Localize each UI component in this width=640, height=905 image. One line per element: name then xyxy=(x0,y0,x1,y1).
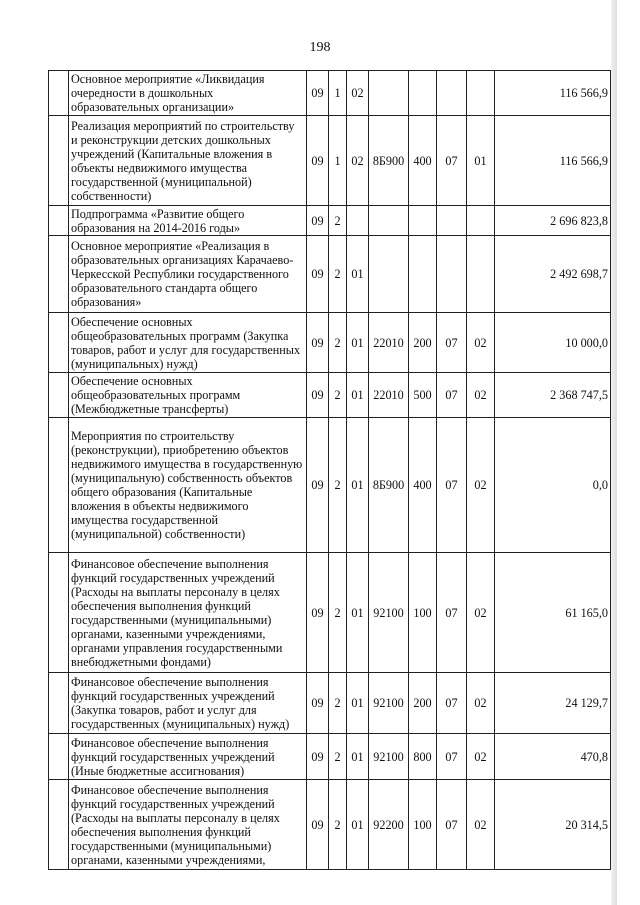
code-ministry: 09 xyxy=(307,734,329,780)
table-row xyxy=(49,71,611,116)
table-row xyxy=(49,734,611,780)
code-direction: 22010 xyxy=(369,313,409,373)
code-expense-type: 200 xyxy=(409,673,437,734)
code-expense-type: 100 xyxy=(409,780,437,870)
table-row xyxy=(49,116,611,206)
amount: 10 000,0 xyxy=(495,313,611,373)
code-direction xyxy=(369,71,409,116)
code-program: 2 xyxy=(329,206,347,236)
code-section: 07 xyxy=(437,418,467,553)
amount: 116 566,9 xyxy=(495,116,611,206)
amount: 2 368 747,5 xyxy=(495,373,611,418)
code-activity: 01 xyxy=(347,673,369,734)
item-name: Финансовое обеспечение выполнения функций государственных учреждений (Расходы на выплаты персоналу в целях обеспечения выполнения функций государственными (муниципальными) органами, казенными учреждениями, органами управления государственными внебюджетными фондами) xyxy=(69,553,307,673)
code-expense-type xyxy=(409,206,437,236)
code-section xyxy=(437,206,467,236)
code-section: 07 xyxy=(437,313,467,373)
row-marker-cell xyxy=(49,673,69,734)
code-ministry: 09 xyxy=(307,116,329,206)
amount: 116 566,9 xyxy=(495,71,611,116)
code-section: 07 xyxy=(437,780,467,870)
code-section: 07 xyxy=(437,673,467,734)
code-section xyxy=(437,236,467,313)
scan-page-edge xyxy=(611,0,617,905)
code-program: 1 xyxy=(329,71,347,116)
code-expense-type: 800 xyxy=(409,734,437,780)
item-name: Основное мероприятие «Реализация в образовательных организациях Карачаево-Черкесской Республики государственного образовательного стандарта общего образования» xyxy=(69,236,307,313)
code-activity xyxy=(347,206,369,236)
code-ministry: 09 xyxy=(307,313,329,373)
code-subsection: 02 xyxy=(467,673,495,734)
code-direction: 92100 xyxy=(369,673,409,734)
code-ministry: 09 xyxy=(307,673,329,734)
code-section: 07 xyxy=(437,734,467,780)
item-name: Основное мероприятие «Ликвидация очередности в дошкольных образовательных организации» xyxy=(69,71,307,116)
table-row xyxy=(49,780,611,870)
code-program: 2 xyxy=(329,313,347,373)
item-name: Обеспечение основных общеобразовательных программ (Закупка товаров, работ и услуг для государственных (муниципальных) нужд) xyxy=(69,313,307,373)
code-activity: 02 xyxy=(347,71,369,116)
code-direction: 8Б900 xyxy=(369,418,409,553)
amount: 24 129,7 xyxy=(495,673,611,734)
row-marker-cell xyxy=(49,313,69,373)
row-marker-cell xyxy=(49,206,69,236)
row-marker-cell xyxy=(49,236,69,313)
code-subsection: 02 xyxy=(467,553,495,673)
code-direction: 8Б900 xyxy=(369,116,409,206)
budget-table xyxy=(48,70,611,870)
code-ministry: 09 xyxy=(307,373,329,418)
code-ministry: 09 xyxy=(307,780,329,870)
code-direction: 92100 xyxy=(369,553,409,673)
code-section: 07 xyxy=(437,553,467,673)
code-program: 2 xyxy=(329,418,347,553)
row-marker-cell xyxy=(49,780,69,870)
code-program: 2 xyxy=(329,734,347,780)
code-expense-type: 400 xyxy=(409,418,437,553)
amount: 2 696 823,8 xyxy=(495,206,611,236)
code-section: 07 xyxy=(437,373,467,418)
item-name: Мероприятия по строительству (реконструкции), приобретению объектов недвижимого имущества в государственную (муниципальную) собственность объектов общего образования (Капитальные вложения в объекты недвижимого имущества государственной (муниципальной) собственности) xyxy=(69,418,307,553)
amount: 0,0 xyxy=(495,418,611,553)
code-section xyxy=(437,71,467,116)
code-expense-type: 400 xyxy=(409,116,437,206)
code-ministry: 09 xyxy=(307,553,329,673)
code-activity: 01 xyxy=(347,734,369,780)
code-direction xyxy=(369,206,409,236)
amount: 61 165,0 xyxy=(495,553,611,673)
code-ministry: 09 xyxy=(307,236,329,313)
row-marker-cell xyxy=(49,734,69,780)
code-subsection: 02 xyxy=(467,734,495,780)
code-ministry: 09 xyxy=(307,206,329,236)
row-marker-cell xyxy=(49,553,69,673)
item-name: Финансовое обеспечение выполнения функций государственных учреждений (Расходы на выплаты персоналу в целях обеспечения выполнения функций государственными (муниципальными) органами, казенными учреждениями, xyxy=(69,780,307,870)
item-name: Реализация мероприятий по строительству и реконструкции детских дошкольных учреждений (Капитальные вложения в объекты недвижимого имущества государственной (муниципальной) собственности) xyxy=(69,116,307,206)
code-subsection xyxy=(467,71,495,116)
table-row xyxy=(49,373,611,418)
item-name: Подпрограмма «Развитие общего образования на 2014-2016 годы» xyxy=(69,206,307,236)
code-activity: 01 xyxy=(347,313,369,373)
code-program: 2 xyxy=(329,780,347,870)
code-program: 2 xyxy=(329,553,347,673)
row-marker-cell xyxy=(49,418,69,553)
code-program: 2 xyxy=(329,373,347,418)
code-direction: 92200 xyxy=(369,780,409,870)
code-direction: 92100 xyxy=(369,734,409,780)
table-row xyxy=(49,236,611,313)
code-expense-type: 500 xyxy=(409,373,437,418)
code-activity: 01 xyxy=(347,418,369,553)
code-subsection: 02 xyxy=(467,313,495,373)
table-row xyxy=(49,553,611,673)
code-program: 2 xyxy=(329,236,347,313)
item-name: Обеспечение основных общеобразовательных программ (Межбюджетные трансферты) xyxy=(69,373,307,418)
table-row xyxy=(49,313,611,373)
code-program: 2 xyxy=(329,673,347,734)
code-direction xyxy=(369,236,409,313)
row-marker-cell xyxy=(49,373,69,418)
table-row xyxy=(49,673,611,734)
code-direction: 22010 xyxy=(369,373,409,418)
code-activity: 01 xyxy=(347,373,369,418)
code-section: 07 xyxy=(437,116,467,206)
code-subsection: 02 xyxy=(467,373,495,418)
row-marker-cell xyxy=(49,116,69,206)
amount: 470,8 xyxy=(495,734,611,780)
code-expense-type xyxy=(409,236,437,313)
code-expense-type: 100 xyxy=(409,553,437,673)
table-row xyxy=(49,206,611,236)
code-activity: 02 xyxy=(347,116,369,206)
code-subsection xyxy=(467,206,495,236)
amount: 20 314,5 xyxy=(495,780,611,870)
code-subsection: 02 xyxy=(467,418,495,553)
amount: 2 492 698,7 xyxy=(495,236,611,313)
page-number: 198 xyxy=(309,40,331,55)
code-subsection: 01 xyxy=(467,116,495,206)
code-activity: 01 xyxy=(347,553,369,673)
code-expense-type: 200 xyxy=(409,313,437,373)
item-name: Финансовое обеспечение выполнения функций государственных учреждений (Иные бюджетные ассигнования) xyxy=(69,734,307,780)
code-subsection: 02 xyxy=(467,780,495,870)
code-subsection xyxy=(467,236,495,313)
code-program: 1 xyxy=(329,116,347,206)
code-ministry: 09 xyxy=(307,418,329,553)
item-name: Финансовое обеспечение выполнения функций государственных учреждений (Закупка товаров, работ и услуг для государственных (муниципальных) нужд) xyxy=(69,673,307,734)
code-activity: 01 xyxy=(347,780,369,870)
code-ministry: 09 xyxy=(307,71,329,116)
code-activity: 01 xyxy=(347,236,369,313)
table-row xyxy=(49,418,611,553)
code-expense-type xyxy=(409,71,437,116)
row-marker-cell xyxy=(49,71,69,116)
